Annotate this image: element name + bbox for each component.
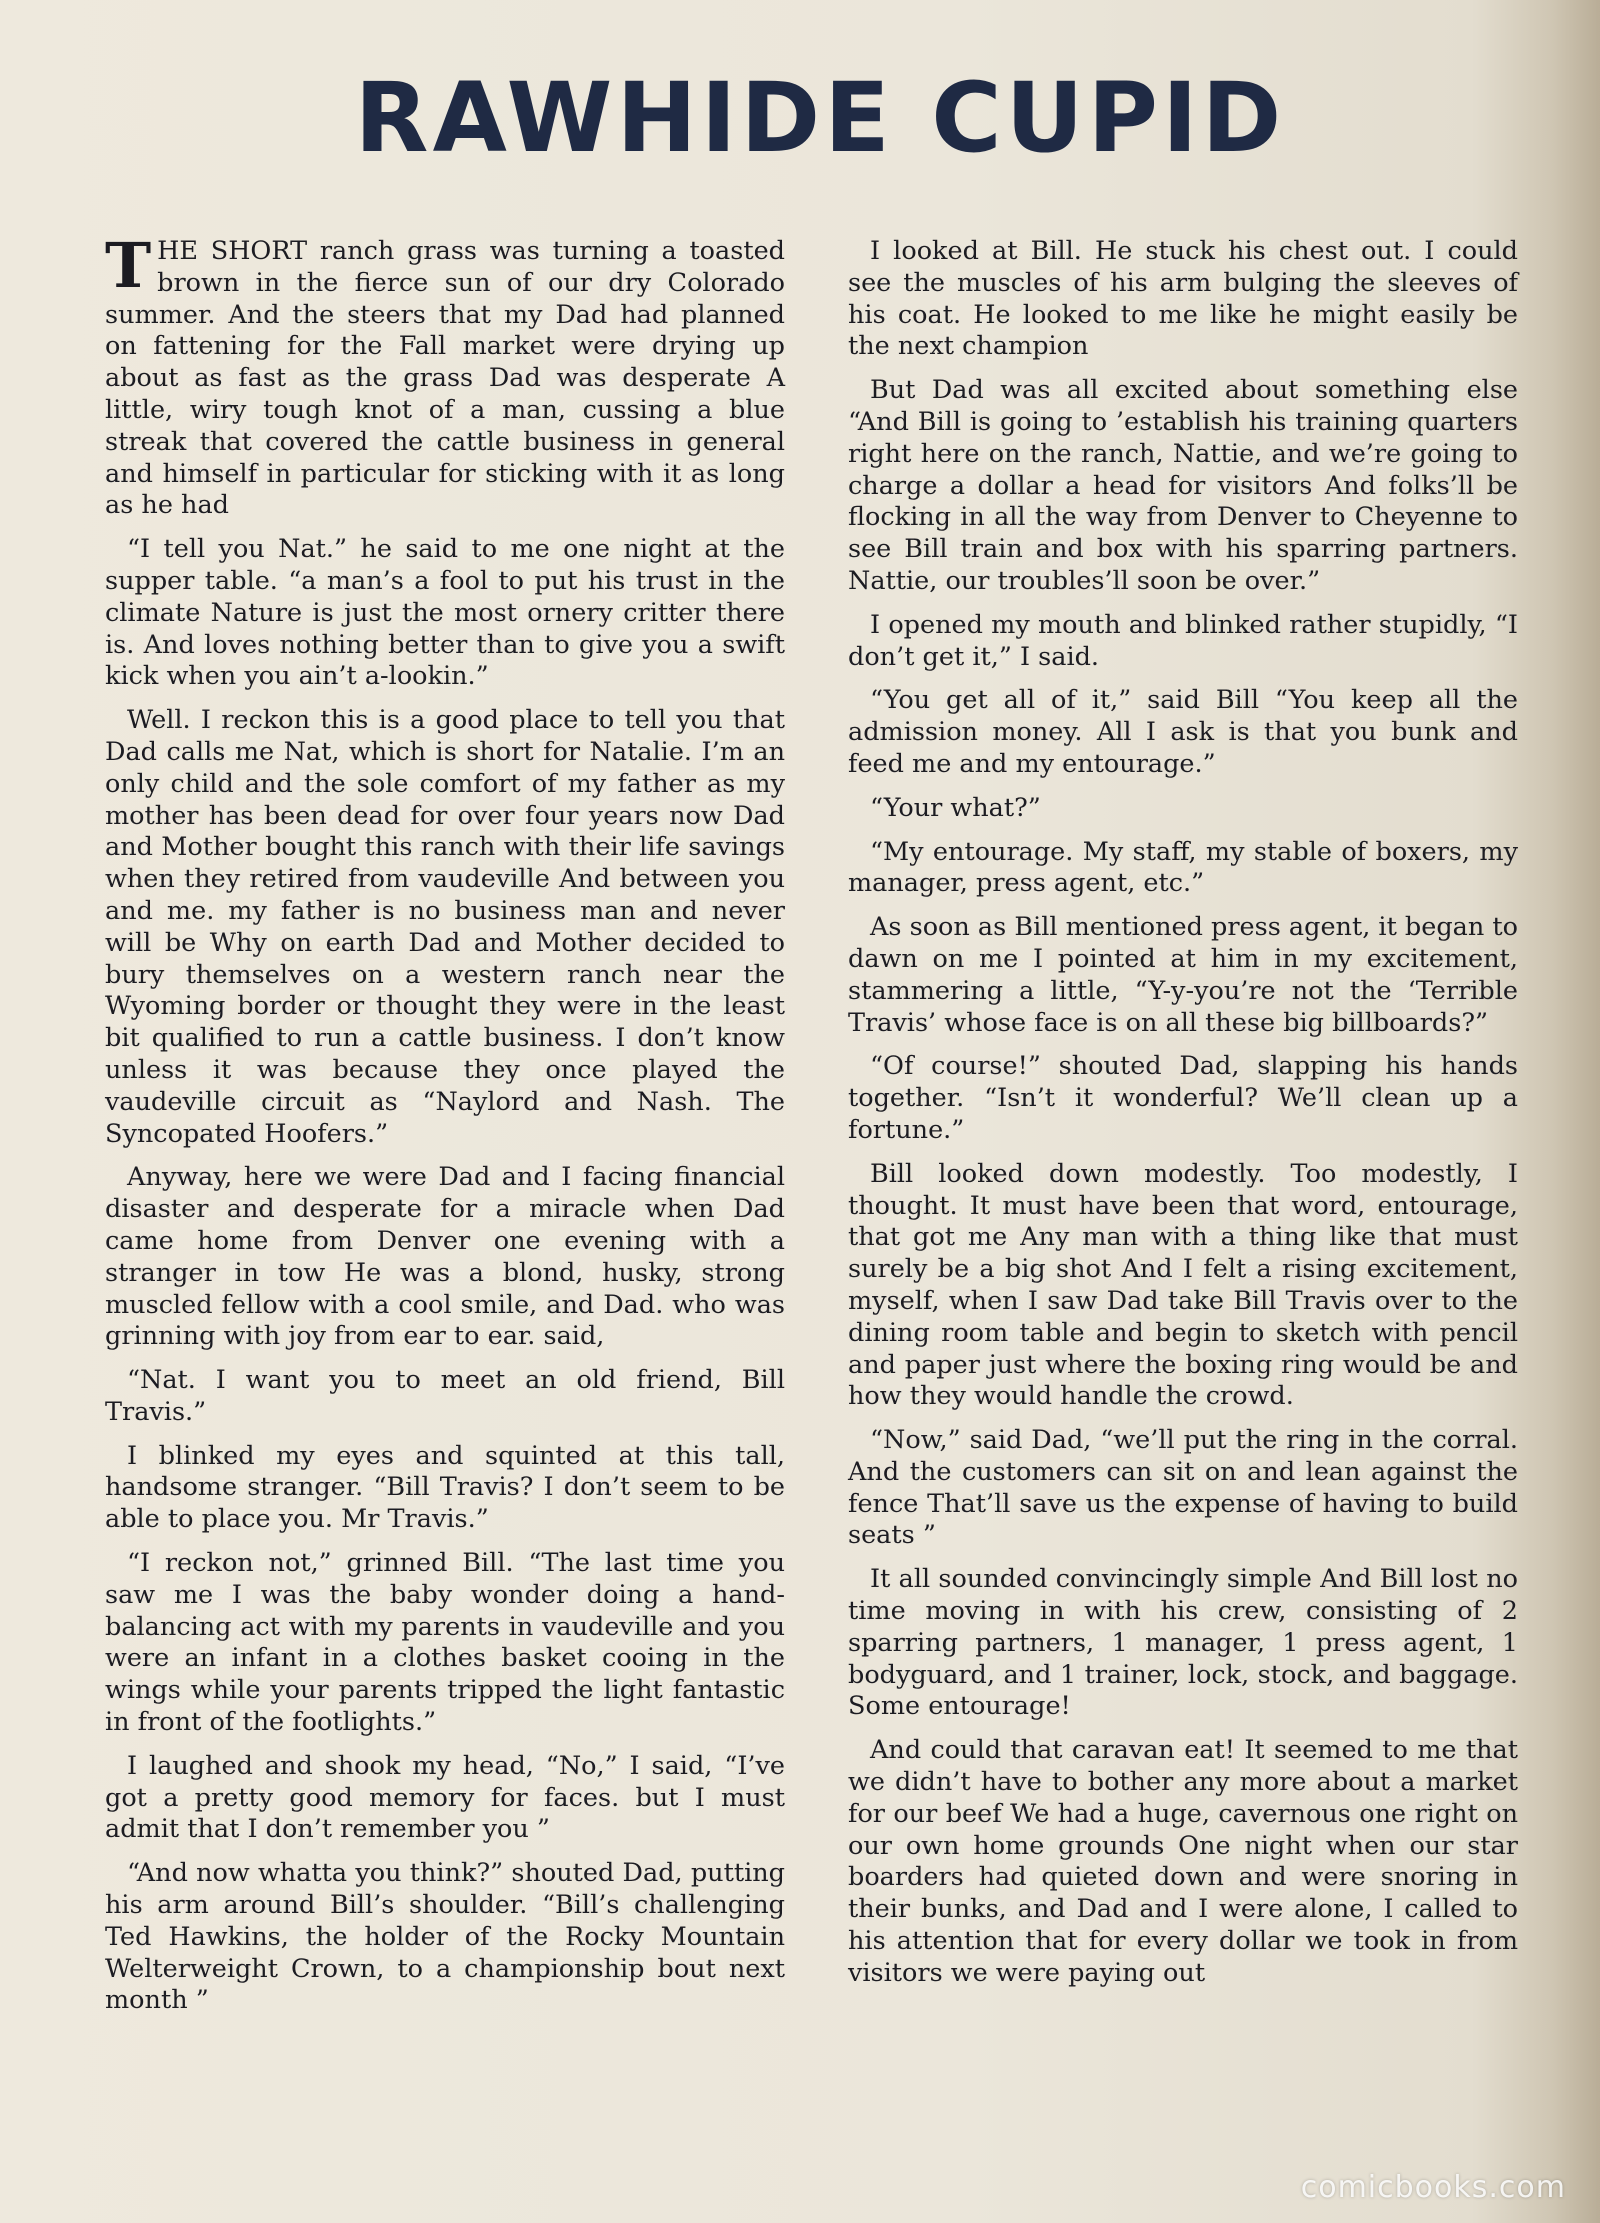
paragraph-text: HE SHORT ranch grass was turning a toasted brown in the fierce sun of our dry Colorado summer. And the steers that my Dad had planned on fattening for the Fall market were drying up about as fast as the grass Dad was desperate A little, wiry tough knot of a man, cussing a blue streak that covered the cattle business in general and himself in particular for sticking with it as long as he had <box>105 236 785 521</box>
drop-cap: T <box>105 229 152 302</box>
paragraph: It all sounded convincingly simple And Bill lost no time moving in with his crew, consisting of 2 sparring partners, 1 manager, 1 press agent, 1 bodyguard, and 1 trainer, lock, stock, and baggage. Some entourage! <box>848 1564 1518 1722</box>
paragraph: “You get all of it,” said Bill “You keep all the admission money. All I ask is that you bunk and feed me and my entourage.” <box>848 685 1518 779</box>
paragraph: “I tell you Nat.” he said to me one night at the supper table. “a man’s a fool to put his trust in the climate Nature is just the most ornery critter there is. And loves nothing better than to give you a swift kick when you ain’t a-lookin.” <box>105 534 785 692</box>
paragraph: “And now whatta you think?” shouted Dad, putting his arm around Bill’s shoulder. “Bill’s challenging Ted Hawkins, the holder of the Rocky Mountain Welterweight Crown, to a championship bout next month ” <box>105 1858 785 2016</box>
paragraph-opening <box>105 229 785 522</box>
story-title: RAWHIDE CUPID <box>354 62 1286 174</box>
paragraph: I opened my mouth and blinked rather stupidly, “I don’t get it,” I said. <box>848 609 1518 672</box>
paragraph: And could that caravan eat! It seemed to me that we didn’t have to bother any more about a market for our beef We had a huge, cavernous one right on our own home grounds One night when our star boarders had quieted down and were snoring in their bunks, and Dad and I were alone, I called to his attention that for every dollar we took in from visitors we were paying out <box>848 1735 1518 1988</box>
paragraph: Well. I reckon this is a good place to tell you that Dad calls me Nat, which is short for Natalie. I’m an only child and the sole comfort of my father as my mother has been dead for over four years now Dad and Mother bought this ranch with their life savings when they retired from vaudeville And between you and me. my father is no business man and never will be Why on earth Dad and Mother decided to bury themselves on a western ranch near the Wyoming border or thought they were in the least bit qualified to run a cattle business. I don’t know unless it was because they once played the vaudeville circuit as “Naylord and Nash. The Syncopated Hoofers.” <box>105 705 785 1149</box>
paragraph: I looked at Bill. He stuck his chest out. I could see the muscles of his arm bulging the sleeves of his coat. He looked to me like he might easily be the next champion <box>848 236 1518 362</box>
site-watermark: comicbooks.com <box>1300 2170 1566 2205</box>
paragraph: “My entourage. My staff, my stable of boxers, my manager, press agent, etc.” <box>848 836 1518 899</box>
paragraph: “Now,” said Dad, “we’ll put the ring in the corral. And the customers can sit on and lean against the fence That’ll save us the expense of having to build seats ” <box>848 1425 1518 1551</box>
left-column <box>105 229 785 2029</box>
paragraph: Bill looked down modestly. Too modestly, I thought. It must have been that word, entourage, that got me Any man with a thing like that must surely be a big shot And I felt a rising excitement, myself, when I saw Dad take Bill Travis over to the dining room table and begin to sketch with pencil and paper just where the boxing ring would be and how they would handle the crowd. <box>848 1158 1518 1412</box>
paragraph: As soon as Bill mentioned press agent, it began to dawn on me I pointed at him in my excitement, stammering a little, “Y-y-you’re not the ‘Terrible Travis’ whose face is on all these big billboards?” <box>848 912 1518 1038</box>
paragraph: I laughed and shook my head, “No,” I said, “I’ve got a pretty good memory for faces. but I must admit that I don’t remember you ” <box>105 1750 785 1845</box>
paragraph: I blinked my eyes and squinted at this tall, handsome stranger. “Bill Travis? I don’t seem to be able to place you. Mr Travis.” <box>105 1440 785 1535</box>
paragraph: “I reckon not,” grinned Bill. “The last time you saw me I was the baby wonder doing a hand-balancing act with my parents in vaudeville and you were an infant in a clothes basket cooing in the wings while your parents tripped the light fantastic in front of the footlights.” <box>105 1548 785 1738</box>
paragraph: “Of course!” shouted Dad, slapping his hands together. “Isn’t it wonderful? We’ll clean up a fortune.” <box>848 1051 1518 1145</box>
paragraph: “Your what?” <box>870 792 1041 823</box>
paragraph: Anyway, here we were Dad and I facing financial disaster and desperate for a miracle when Dad came home from Denver one evening with a stranger in tow He was a blond, husky, strong muscled fellow with a cool smile, and Dad. who was grinning with joy from ear to ear. said, <box>105 1162 785 1352</box>
paragraph: But Dad was all excited about something else “And Bill is going to ’establish his training quarters right here on the ranch, Nattie, and we’re going to charge a dollar a head for visitors And folks’ll be flocking in all the way from Denver to Cheyenne to see Bill train and box with his sparring partners. Nattie, our troubles’ll soon be over.” <box>848 375 1518 596</box>
paragraph: “Nat. I want you to meet an old friend, Bill Travis.” <box>105 1365 785 1427</box>
right-column <box>848 236 1518 2002</box>
